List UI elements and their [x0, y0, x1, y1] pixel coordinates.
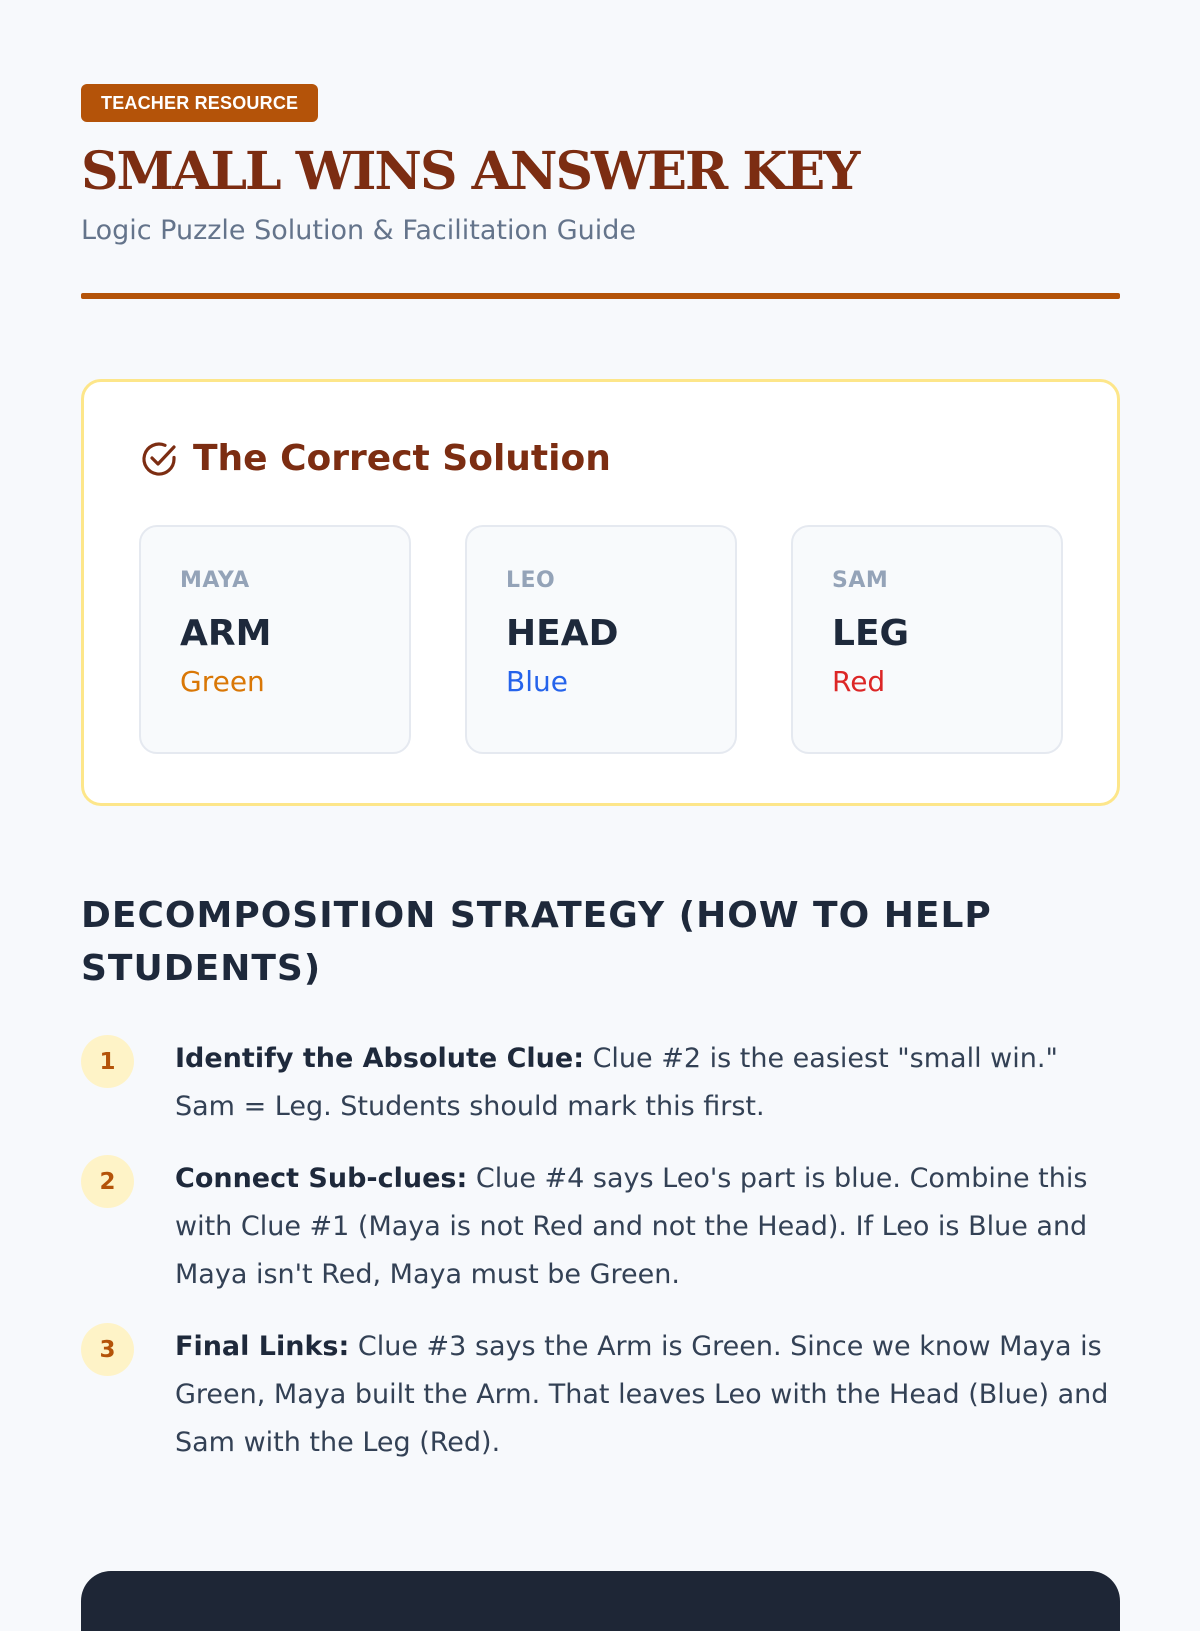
tile-body-part: ARM: [180, 613, 272, 654]
strategy-steps: [81, 1035, 1120, 1467]
page-subtitle: Logic Puzzle Solution & Facilitation Guide: [81, 215, 636, 246]
solution-tile-maya: [139, 525, 411, 754]
teacher-resource-badge: TEACHER RESOURCE: [81, 84, 318, 122]
tile-student-name: SAM: [832, 568, 889, 593]
tile-color-label: Red: [832, 665, 886, 698]
page-title: SMALL WINS ANSWER KEY: [81, 141, 859, 202]
tile-body-part: HEAD: [506, 613, 619, 654]
step-number-badge: 3: [81, 1323, 134, 1376]
step-text: [175, 1155, 1120, 1299]
strategy-step-1: [81, 1035, 1120, 1131]
solution-title: The Correct Solution: [193, 438, 611, 479]
footer-panel: [81, 1571, 1120, 1631]
tile-color-label: Blue: [506, 665, 568, 698]
step-body: Clue #2 is the easiest "small win." Sam = Leg. Students should mark this first.: [175, 1043, 1058, 1122]
solution-tile-sam: [791, 525, 1063, 754]
step-number-badge: 2: [81, 1155, 134, 1208]
step-text: [175, 1035, 1120, 1131]
solution-card: [81, 379, 1120, 806]
tile-student-name: LEO: [506, 568, 556, 593]
solution-header: [139, 437, 611, 481]
step-body: Clue #3 says the Arm is Green. Since we know Maya is Green, Maya built the Arm. That leaves Leo with the Head (Blue) and Sam with the Leg (Red).: [175, 1331, 1109, 1458]
solution-tile-leo: [465, 525, 737, 754]
step-number-badge: 1: [81, 1035, 134, 1088]
answer-key-page: [81, 84, 1120, 1491]
step-lead: Final Links:: [175, 1331, 350, 1362]
tile-body-part: LEG: [832, 613, 910, 654]
step-text: [175, 1323, 1120, 1467]
solution-tiles: [139, 525, 1063, 754]
tile-color-label: Green: [180, 665, 265, 698]
strategy-heading: DECOMPOSITION STRATEGY (HOW TO HELP STUDENTS): [81, 895, 992, 989]
strategy-step-3: [81, 1323, 1120, 1467]
header-divider: [81, 293, 1120, 299]
strategy-step-2: [81, 1155, 1120, 1299]
tile-student-name: MAYA: [180, 568, 250, 593]
step-lead: Identify the Absolute Clue:: [175, 1043, 584, 1074]
step-lead: Connect Sub-clues:: [175, 1163, 468, 1194]
step-body: Clue #4 says Leo's part is blue. Combine this with Clue #1 (Maya is not Red and not the Head). If Leo is Blue and Maya isn't Red, Maya must be Green.: [175, 1163, 1088, 1290]
check-circle-icon: [139, 439, 179, 479]
